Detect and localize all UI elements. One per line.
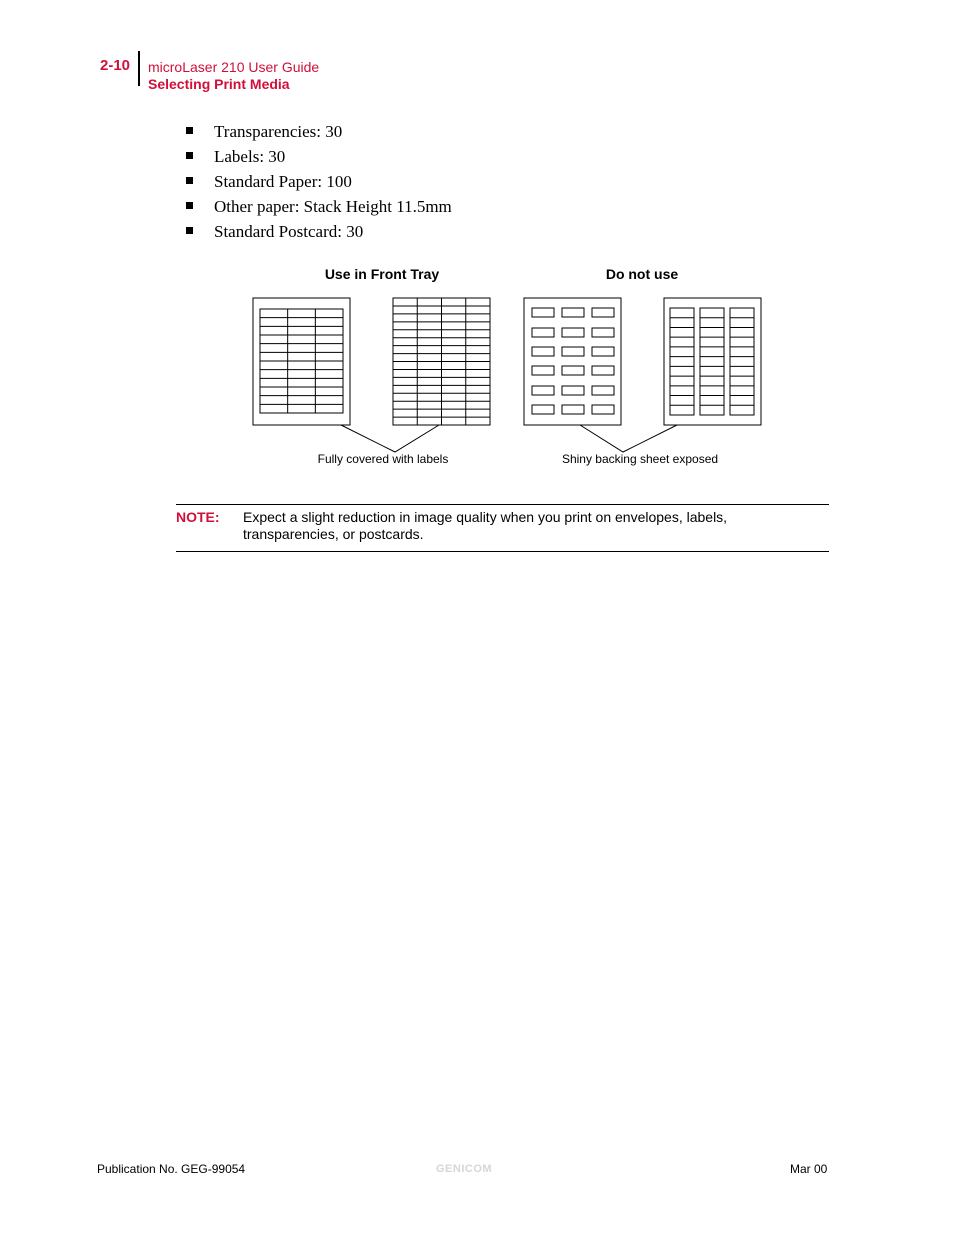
label-rect — [562, 386, 584, 395]
header-divider — [138, 51, 140, 86]
do-not-use-heading: Do not use — [605, 266, 679, 282]
label-column — [670, 308, 694, 415]
label-sheet-figure — [240, 262, 780, 472]
capacity-list — [186, 121, 452, 246]
label-rect — [592, 308, 614, 317]
label-rect — [532, 366, 554, 375]
list-item: Other paper: Stack Height 11.5mm — [186, 196, 452, 221]
label-rect — [532, 328, 554, 337]
guide-title: microLaser 210 User Guide — [148, 59, 320, 75]
label-rect — [562, 347, 584, 356]
label-rect — [562, 328, 584, 337]
label-rect — [532, 405, 554, 414]
label-column — [730, 308, 754, 415]
fully-covered-caption: Fully covered with labels — [317, 452, 449, 466]
callout-line — [580, 425, 677, 452]
section-title: Selecting Print Media — [148, 76, 290, 92]
label-rect — [532, 308, 554, 317]
label-rect — [592, 366, 614, 375]
publication-date: Mar 00 — [790, 1162, 828, 1176]
bullet-square-icon — [186, 202, 193, 209]
list-item: Standard Postcard: 30 — [186, 221, 452, 246]
bullet-square-icon — [186, 177, 193, 184]
label-rect — [592, 405, 614, 414]
label-rect — [562, 405, 584, 414]
shiny-backing-caption: Shiny backing sheet exposed — [561, 452, 719, 466]
note-text: Expect a slight reduction in image quality when you print on envelopes, labels, transparencies, or postcards. — [243, 509, 728, 542]
note-top-rule — [176, 504, 829, 505]
list-item: Standard Paper: 100 — [186, 171, 452, 196]
label-rect — [532, 386, 554, 395]
list-item: Transparencies: 30 — [186, 121, 452, 146]
note-label: NOTE: — [176, 509, 220, 525]
bullet-square-icon — [186, 227, 193, 234]
bullet-square-icon — [186, 152, 193, 159]
label-rect — [562, 366, 584, 375]
brand-watermark: GENICOM — [436, 1163, 493, 1175]
label-rect — [592, 328, 614, 337]
label-rect — [562, 308, 584, 317]
callout-line — [341, 425, 439, 452]
publication-number: Publication No. GEG-99054 — [97, 1162, 246, 1176]
label-column — [700, 308, 724, 415]
note-bottom-rule — [176, 551, 829, 552]
label-rect — [532, 347, 554, 356]
label-sheet-gapped-2 — [664, 298, 761, 425]
label-rect — [592, 347, 614, 356]
bullet-square-icon — [186, 127, 193, 134]
label-rect — [592, 386, 614, 395]
page-number: 2-10 — [100, 57, 131, 74]
use-in-front-tray-heading: Use in Front Tray — [324, 266, 440, 282]
list-item: Labels: 30 — [186, 146, 452, 171]
